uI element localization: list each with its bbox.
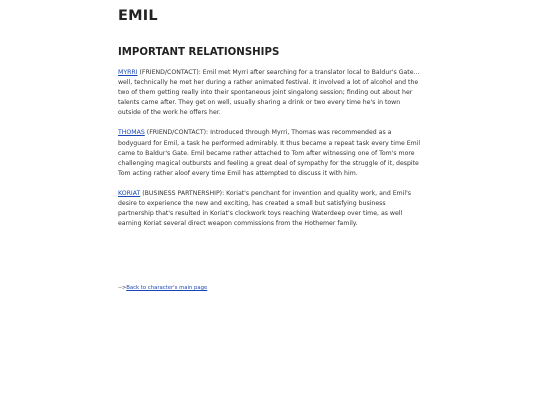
relationship-entry-koriat bbox=[118, 189, 423, 229]
relationship-text-myrri: (FRIEND/CONTACT): Emil met Myrri after searching for a translator local to Baldur's Gate... well, technically he met her during a rather animated festival. It involved a lot of alcohol and the two of them getting really into their spontaneous joint singalong session; finding out about her talents came after. They get on well, usually sharing a drink or two every time he's in town outside of the work he offers her. bbox=[118, 69, 420, 117]
relationship-link-koriat[interactable]: KORIAT bbox=[118, 189, 141, 197]
relationship-text-koriat: (BUSINESS PARTNERSHIP): Koriat's penchant for invention and quality work, and Emil's desire to experience the new and exciting, has created a small but satisfying business partnership that's resulted in Koriat's clockwork toys reaching Waterdeep over time, as well earning Koriat several direct weapon commissions from the Hothemer family. bbox=[118, 189, 412, 228]
relationship-link-myrri[interactable]: MYRRI bbox=[118, 69, 138, 76]
relationship-link-thomas[interactable]: THOMAS bbox=[118, 129, 145, 137]
section-heading: IMPORTANT RELATIONSHIPS bbox=[118, 47, 280, 58]
relationship-entry-thomas bbox=[118, 128, 423, 178]
relationship-text-thomas: (FRIEND/CONTACT): Introduced through Myrri, Thomas was recommended as a bodyguard for Emil, a task he performed admirably. It thus became a repeat task every time Emil came to Baldur's Gate. Emil became rather attached to Tom after witnessing one of Tom's more challenging magical outbursts and feeling a great deal of sympathy for the struggle of it, despite Tom acting rather aloof every time Emil has attempted to discuss it with him. bbox=[118, 129, 421, 177]
back-to-main-page-link[interactable]: Back to character's main page bbox=[126, 285, 208, 291]
relationship-entry-myrri bbox=[118, 68, 423, 118]
back-arrow-prefix: --> bbox=[118, 285, 127, 291]
character-name: EMIL bbox=[118, 8, 158, 24]
page-content bbox=[118, 0, 423, 229]
back-navigation bbox=[118, 284, 207, 292]
